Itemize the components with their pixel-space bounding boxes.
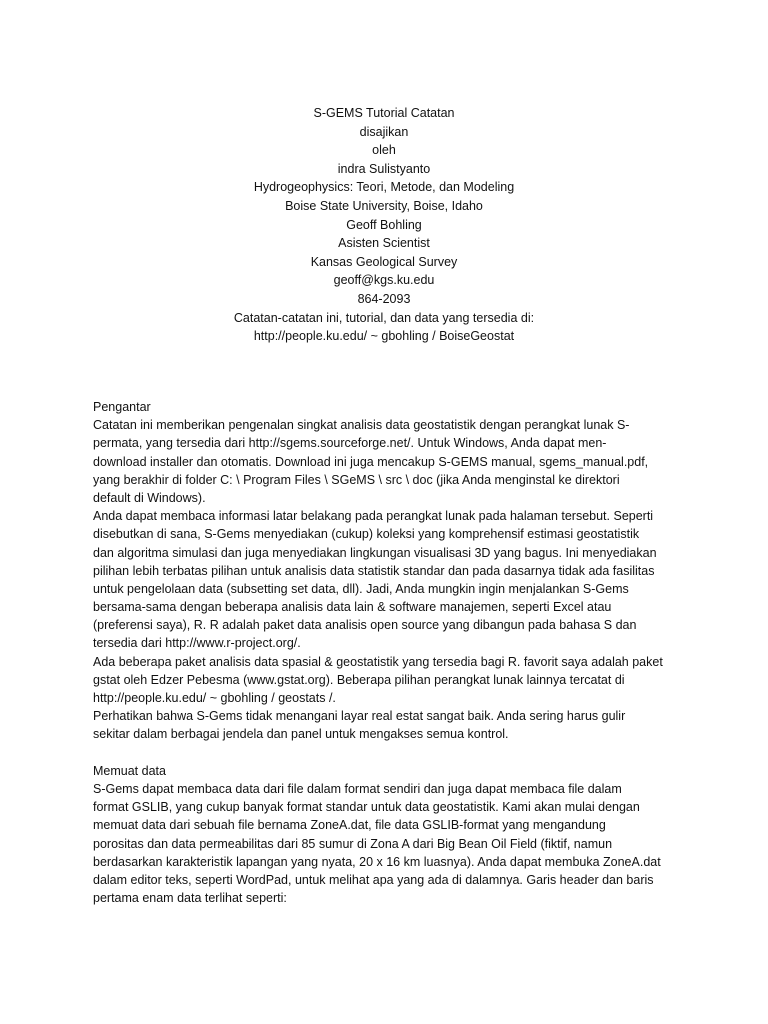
author-phone: 864-2093 bbox=[357, 291, 411, 306]
paragraph-line: yang berakhir di folder C: \ Program Files \ SGeMS \ src \ doc (jika Anda menginstal ke direktori bbox=[93, 472, 620, 487]
paragraph-line: pertama enam data terlihat seperti: bbox=[93, 891, 287, 906]
paragraph-line: S-Gems dapat membaca data dari file dalam format sendiri dan juga dapat membaca file dalam bbox=[93, 781, 622, 796]
paragraph-line: porositas dan data permeabilitas dari 85 sumur di Zona A dari Big Bean Oil Field (fiktif, namun bbox=[93, 836, 613, 851]
availability-url: http://people.ku.edu/ ~ gbohling / BoiseGeostat bbox=[253, 329, 515, 344]
availability-note: Catatan-catatan ini, tutorial, dan data yang tersedia di: bbox=[233, 310, 535, 325]
paragraph-line: Anda dapat membaca informasi latar belakang pada perangkat lunak pada halaman tersebut. Seperti bbox=[93, 509, 654, 524]
paragraph-line: dan algoritma simulasi dan juga menyediakan lingkungan visualisasi 3D yang bagus. Ini menyediakan bbox=[93, 545, 657, 560]
paragraph-line: Ada beberapa paket analisis data spasial & geostatistik yang tersedia bagi R. favorit saya adalah paket bbox=[93, 654, 663, 669]
document-body bbox=[93, 398, 678, 907]
author-role: Asisten Scientist bbox=[338, 236, 430, 251]
paragraph-line: disebutkan di sana, S-Gems menyediakan (cukup) koleksi yang komprehensif estimasi geostatistik bbox=[93, 527, 640, 542]
paragraph-line: pilihan lebih terbatas pilihan untuk analisis data statistik standar dan pada dasarnya tidak ada fasilitas bbox=[93, 563, 655, 578]
paragraph-line: bersama-sama dengan beberapa analisis data lain & software manajemen, seperti Excel atau bbox=[93, 600, 612, 615]
paragraph-line: permata, yang tersedia dari http://sgems.sourceforge.net/. Untuk Windows, Anda dapat men- bbox=[93, 436, 607, 451]
paragraph-line: Perhatikan bahwa S-Gems tidak menangani layar real estat sangat baik. Anda sering harus gulir bbox=[93, 709, 626, 724]
document-title: S-GEMS Tutorial Catatan bbox=[313, 106, 455, 120]
paragraph-line: (preferensi saya), R. R adalah paket data analisis open source yang dibangun pada bahasa S dan bbox=[93, 618, 637, 633]
author-organization: Kansas Geological Survey bbox=[310, 254, 458, 269]
course-name: Hydrogeophysics: Teori, Metode, dan Modeling bbox=[253, 180, 515, 195]
paragraph-line: default di Windows). bbox=[93, 490, 206, 505]
paragraph-line: format GSLIB, yang cukup banyak format standar untuk data geostatistik. Kami akan mulai dengan bbox=[93, 800, 640, 815]
section-heading-pengantar: Pengantar bbox=[93, 400, 151, 414]
title-block bbox=[0, 104, 768, 346]
paragraph-line: untuk pengelolaan data (subsetting set data, dll). Jadi, Anda mungkin ingin menjalankan S-Gems bbox=[93, 581, 629, 596]
presented-label: disajikan bbox=[359, 124, 409, 139]
paragraph-line: download installer dan otomatis. Download ini juga mencakup S-GEMS manual, sgems_manual.pdf, bbox=[93, 454, 649, 469]
paragraph-line: dalam editor teks, seperti WordPad, untuk melihat apa yang ada di dalamnya. Garis header dan baris bbox=[93, 872, 654, 887]
section-spacer bbox=[93, 744, 678, 762]
paragraph-line: Catatan ini memberikan pengenalan singkat analisis data geostatistik dengan perangkat lunak S- bbox=[93, 418, 630, 433]
paragraph-line: gstat oleh Edzer Pebesma (www.gstat.org). Beberapa pilihan perangkat lunak lainnya tercatat di bbox=[93, 672, 625, 687]
presenter-name: indra Sulistyanto bbox=[337, 161, 431, 176]
section-heading-memuat-data: Memuat data bbox=[93, 763, 166, 778]
university-name: Boise State University, Boise, Idaho bbox=[285, 198, 483, 213]
paragraph-line: memuat data dari sebuah file bernama ZoneA.dat, file data GSLIB-format yang mengandung bbox=[93, 818, 606, 833]
paragraph-line: http://people.ku.edu/ ~ gbohling / geostats /. bbox=[93, 691, 336, 705]
by-label: oleh bbox=[372, 143, 396, 158]
author-name: Geoff Bohling bbox=[346, 217, 422, 232]
paragraph-line: berdasarkan karakteristik lapangan yang nyata, 20 x 16 km luasnya). Anda dapat membuka ZoneA.dat bbox=[93, 854, 661, 869]
author-email: geoff@kgs.ku.edu bbox=[333, 273, 435, 288]
paragraph-line: sekitar dalam berbagai jendela dan panel untuk mengakses semua kontrol. bbox=[93, 727, 509, 742]
paragraph-line: tersedia dari http://www.r-project.org/. bbox=[93, 636, 301, 651]
